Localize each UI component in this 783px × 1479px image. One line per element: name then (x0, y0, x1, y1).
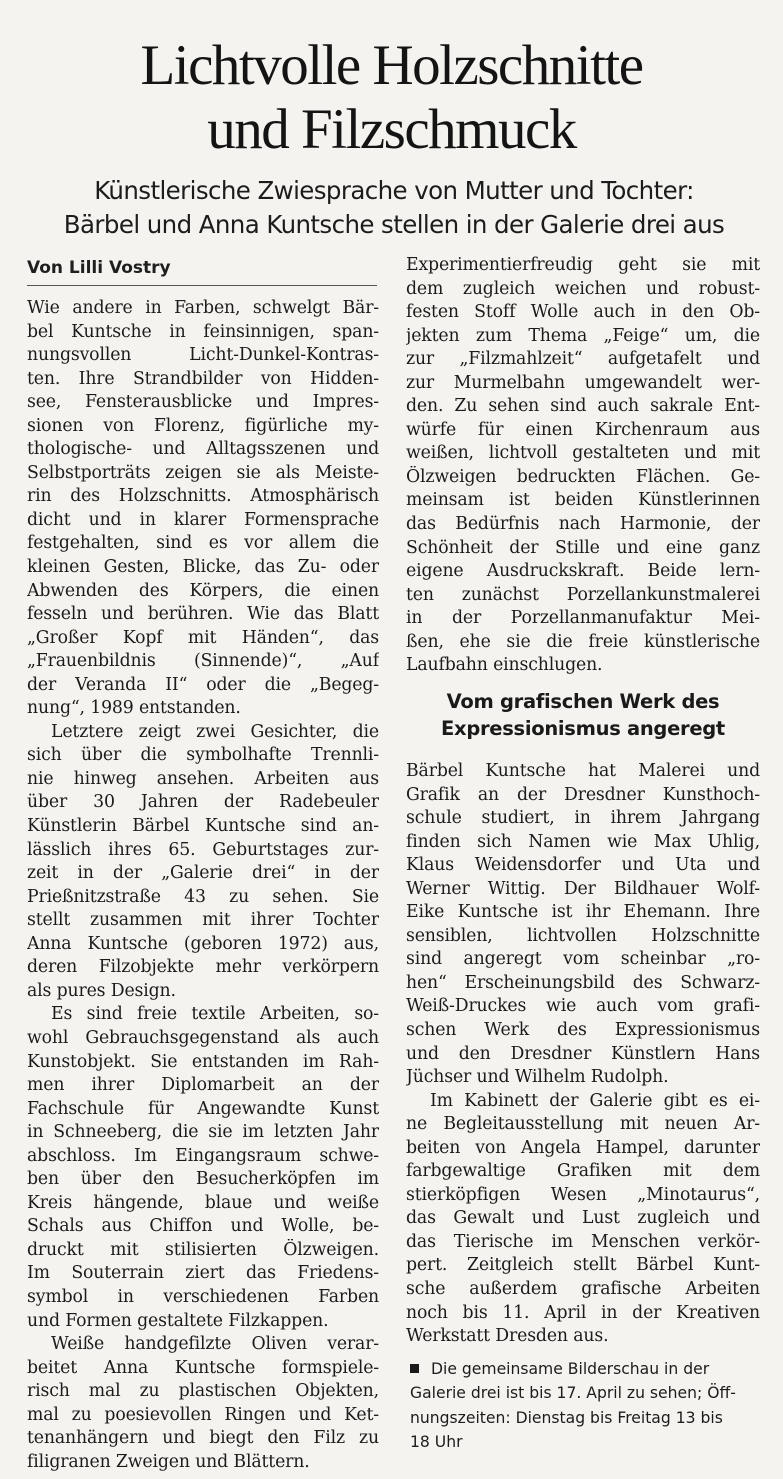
section-subtitle-line: Expressionismus angeregt (441, 717, 725, 740)
text-line: farbgewaltige Grafiken mit dem (406, 1161, 760, 1182)
text-line: Ölzweigen bedruckten Flächen. Ge- (406, 466, 760, 487)
text-line: Prießnitzstraße 43 zu sehen. Sie (27, 886, 379, 907)
right-column-bottom (406, 760, 760, 1349)
text-line: nie hinweg ansehen. Arbeiten aus (27, 768, 379, 789)
info-note-line: nungszeiten: Dienstag bis Freitag 13 bis (410, 1408, 723, 1427)
text-line: ten zunächst Porzellankunstmalerei (406, 584, 760, 605)
text-line: lässlich ihres 65. Geburtstages zur- (27, 839, 379, 860)
headline-line: Lichtvolle Holzschnitte (140, 34, 643, 97)
right-column-top (406, 254, 760, 678)
text-line: bel Kuntsche in feinsinnigen, span- (27, 321, 379, 342)
subheadline-line: Bärbel und Anna Kuntsche stellen in der Galerie drei aus (63, 210, 725, 239)
text-line: rin des Holzschnitts. Atmosphärisch (27, 486, 379, 507)
text-line: Letztere zeigt zwei Gesichter, die (51, 721, 379, 742)
text-line: weißen, lichtvoll gestalteten und mit (406, 443, 760, 464)
text-line: Werner Wittig. Der Bildhauer Wolf- (406, 878, 760, 899)
info-note (410, 1357, 762, 1454)
text-line: in Schneeberg, die sie im letzten Jahr (27, 1122, 379, 1143)
text-line: tenanhängern und biegt den Filz zu (27, 1428, 379, 1449)
text-line: hen“ Erscheinungsbild des Schwarz- (406, 972, 760, 993)
text-line: Weiße handgefilzte Oliven verar- (51, 1334, 379, 1355)
text-line: zeit in der „Galerie drei“ in der (27, 863, 379, 884)
byline: Von Lilli Vostry (27, 256, 377, 286)
info-note-line (410, 1357, 762, 1381)
text-line: jekten zum Thema „Feige“ um, die (406, 325, 760, 346)
text-line: Abwenden des Körpers, die einen (27, 580, 379, 601)
text-line: schule studiert, in ihrem Jahrgang (406, 808, 760, 829)
text-line: beiten von Angela Hampel, darunter (406, 1137, 760, 1158)
text-line: Grafik an der Dresdner Kunsthoch- (406, 784, 760, 805)
text-line: Kreis hängende, blaue und weiße (27, 1192, 379, 1213)
text-line: mal zu poesievollen Ringen und Ket- (27, 1404, 379, 1425)
text-line: noch bis 11. April in der Kreativen (406, 1302, 760, 1323)
text-line: Bärbel Kuntsche hat Malerei und (406, 761, 760, 781)
text-line: Schönheit der Stille und eine ganz (406, 537, 760, 558)
cropped-top-edge (0, 0, 783, 18)
text-line: und Formen gestaltete Filzkappen. (27, 1310, 329, 1331)
text-line: schen Werk des Expressionismus (406, 1020, 760, 1041)
section-subtitle (406, 688, 760, 742)
text-line: stierköpfigen Wesen „Minotaurus“, (406, 1184, 760, 1205)
text-line: den. Zu sehen sind auch sakrale Ent- (406, 396, 760, 417)
text-line: wohl Gebrauchsgegenstand als auch (27, 1027, 379, 1048)
text-line: druckt mit stilisierten Ölzweigen. (27, 1239, 379, 1260)
text-line: würfe für einen Kirchenraum aus (406, 419, 760, 440)
text-line: pert. Zeitgleich stellt Bärbel Kunt- (406, 1255, 760, 1276)
text-line: festen Stoff Wolle auch in den Ob- (406, 302, 760, 323)
text-line: Laufbahn einschlugen. (406, 655, 603, 676)
subheadline (24, 174, 764, 242)
text-line: Selbstporträts zeigen sie als Meiste- (27, 462, 379, 483)
left-column (27, 297, 379, 1474)
text-line: Im Kabinett der Galerie gibt es ei- (430, 1090, 760, 1111)
text-line: beitet Anna Kuntsche formspiele- (27, 1357, 379, 1378)
text-line: der Veranda II“ oder die „Begeg- (27, 674, 379, 695)
text-line: eigene Ausdruckskraft. Beide lern- (406, 561, 760, 582)
text-line: zur Murmelbahn umgewandelt wer- (406, 372, 760, 393)
text-line: ben über den Besucherköpfen im (27, 1169, 379, 1190)
text-line: risch mal zu plastischen Objekten, (27, 1381, 379, 1402)
text-line: Schals aus Chiffon und Wolle, be- (27, 1216, 379, 1237)
text-line: Eike Kuntsche ist ihr Ehemann. Ihre (406, 902, 760, 923)
text-line: nungsvollen Licht-Dunkel-Kontras- (27, 345, 379, 366)
text-line: deren Filzobjekte mehr verkörpern (27, 957, 379, 978)
text-line: sche außerdem grafische Arbeiten (406, 1279, 760, 1300)
text-line: stellt zusammen mit ihrer Tochter (27, 910, 379, 931)
info-note-line: Galerie drei ist bis 17. April zu sehen; Öff- (410, 1384, 736, 1403)
text-line: das Gewalt und Lust zugleich und (406, 1208, 760, 1229)
text-line: meinsam ist beiden Künstlerinnen (406, 490, 760, 511)
text-line: sind angeregt vom scheinbar „ro- (406, 949, 760, 970)
text-line: Anna Kuntsche (geboren 1972) aus, (27, 933, 379, 954)
text-line: Fachschule für Angewandte Kunst (27, 1098, 379, 1119)
text-line: „Großer Kopf mit Händen“, das (27, 627, 379, 648)
text-line: Experimentierfreudig geht sie mit (406, 255, 760, 275)
text-line: sensiblen, lichtvollen Holzschnitte (406, 925, 760, 946)
bullet-square-icon (410, 1364, 419, 1373)
text-line: Wie andere in Farben, schwelgt Bär- (27, 298, 379, 318)
headline (0, 34, 783, 162)
text-line: sionen von Florenz, figürliche my- (27, 415, 379, 436)
text-line: ßen, ehe sie die freie künstlerische (406, 631, 760, 652)
subheadline-line: Künstlerische Zwiesprache von Mutter und Tochter: (94, 176, 694, 205)
text-line: ten. Ihre Strandbilder von Hidden- (27, 368, 379, 389)
text-line: thologische- und Alltagsszenen und (27, 439, 379, 460)
text-line: und den Dresdner Künstlern Hans (406, 1043, 760, 1064)
text-line: Künstlerin Bärbel Kuntsche sind an- (27, 816, 379, 837)
text-line: zur „Filzmahlzeit“ aufgetafelt und (406, 349, 760, 370)
text-line: symbol in verschiedenen Farben (27, 1286, 379, 1307)
text-line: Klaus Weidensdorfer und Uta und (406, 855, 760, 876)
text-line: Kunstobjekt. Sie entstanden im Rah- (27, 1051, 379, 1072)
text-line: über 30 Jahren der Radebeuler (27, 792, 379, 813)
text-line: „Frauenbildnis (Sinnende)“, „Auf (27, 651, 379, 672)
text-line: men ihrer Diplomarbeit an der (27, 1075, 379, 1096)
text-line: dicht und in klarer Formensprache (27, 509, 379, 530)
text-line: kleinen Gesten, Blicke, das Zu- oder (27, 557, 379, 578)
headline-line: und Filzschmuck (207, 98, 576, 161)
text-line: nung“, 1989 entstanden. (27, 698, 241, 719)
text-line: filigranen Zweigen und Blättern. (27, 1451, 310, 1472)
text-line: festgehalten, sind es vor allem die (27, 533, 379, 554)
info-note-line: 18 Uhr (410, 1432, 463, 1451)
text-line: sich über die symbolhafte Trennli- (27, 745, 379, 766)
info-note-text: Die gemeinsame Bilderschau in der (431, 1360, 710, 1378)
text-line: abschloss. Im Eingangsraum schwe- (27, 1145, 379, 1166)
text-line: dem zugleich weichen und robust- (406, 278, 760, 299)
text-line: Weiß-Druckes wie auch vom grafi- (406, 996, 760, 1017)
text-line: das Tierische im Menschen verkör- (406, 1231, 760, 1252)
text-line: Es sind freie textile Arbeiten, so- (51, 1004, 379, 1025)
text-line: das Bedürfnis nach Harmonie, der (406, 514, 760, 535)
text-line: in der Porzellanmanufaktur Mei- (406, 608, 760, 629)
text-line: als pures Design. (27, 980, 176, 1001)
text-line: ne Begleitausstellung mit neuen Ar- (406, 1114, 760, 1135)
text-line: Werkstatt Dresden aus. (406, 1326, 609, 1347)
text-line: see, Fensterausblicke und Impres- (27, 392, 379, 413)
text-line: finden sich Namen wie Max Uhlig, (406, 831, 760, 852)
text-line: fesseln und berühren. Wie das Blatt (27, 604, 379, 625)
section-subtitle-line: Vom grafischen Werk des (446, 690, 720, 713)
text-line: Im Souterrain ziert das Friedens- (27, 1263, 379, 1284)
text-line: Jüchser und Wilhelm Rudolph. (406, 1067, 669, 1088)
